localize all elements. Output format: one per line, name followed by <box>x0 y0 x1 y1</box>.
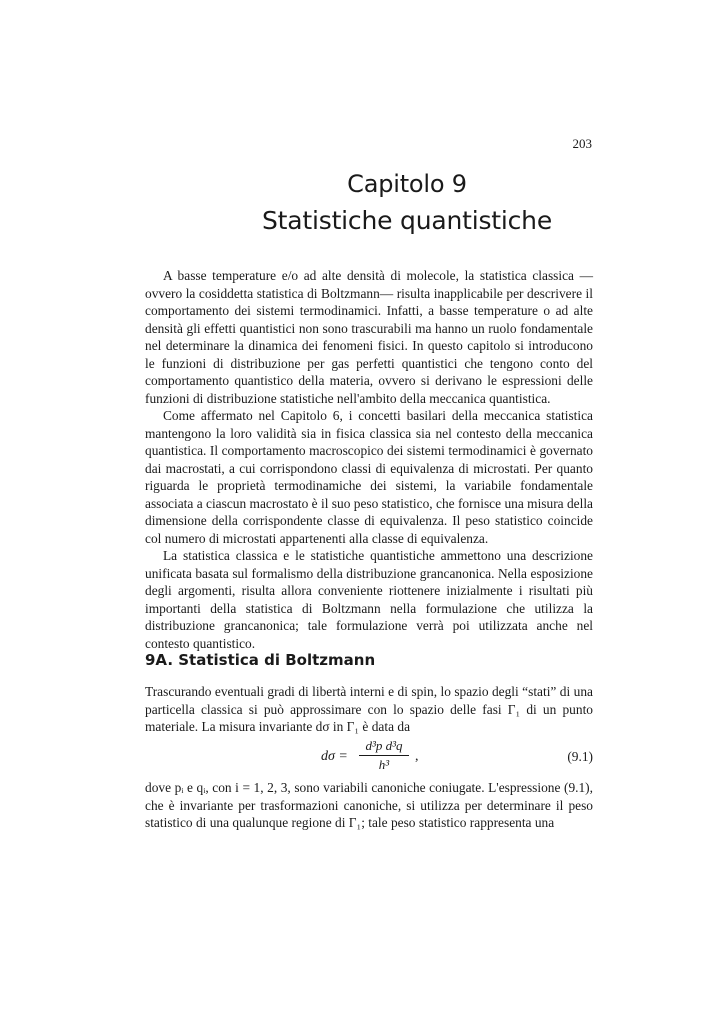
equation-lhs: dσ = <box>321 749 348 764</box>
chapter-title: Statistiche quantistiche <box>262 206 552 235</box>
equation-comma: , <box>415 749 419 764</box>
page-number: 203 <box>572 136 592 151</box>
section-text-after-equation <box>145 779 593 832</box>
intro-paragraph: La statistica classica e le statistiche quantistiche ammettono una descrizione unificata basata sul formalismo della distribuzione grancanonica. Nella esposizione degli argomenti, risulta allora conveniente riottenere inizialmente i risultati più importanti della statistica di Boltzmann nella formulazione che utilizza la distribuzione grancanonica; tale formulazione verrà poi utilizzata anche nel contesto quantistico. <box>145 548 593 651</box>
intro-paragraph: A basse temperature e/o ad alte densità di molecole, la statistica classica — ovvero la cosiddetta statistica di Boltzmann— risulta inapplicabile per descrivere il comportamento dei sistemi termodinamici. Infatti, a basse temperature o ad alte densità gli effetti quantistici non sono trascurabili ma hanno un ruolo fondamentale nel determinare la dinamica dei fenomeni fisici. In questo capitolo si introducono le funzioni di distribuzione per gas perfetti quantistici che tengono conto del comportamento quantistico della materia, ovvero si derivano le espressioni delle funzioni di distribuzione statistiche nell'ambito della meccanica quantistica. <box>145 268 593 406</box>
equation-denominator: h³ <box>378 757 390 772</box>
equation-numerator: d³p d³q <box>365 738 403 753</box>
section-paragraph: dove pᵢ e qᵢ, con i = 1, 2, 3, sono variabili canoniche coniugate. L'espressione (9.1), che è invariante per trasformazioni canoniche, si utilizza per determinare il peso statistico di una qualunque regione di Γ₁; tale peso statistico rappresenta una <box>145 780 593 830</box>
section-text-before-equation <box>145 683 593 736</box>
chapter-label: Capitolo 9 <box>347 170 467 198</box>
section-heading: 9A. Statistica di Boltzmann <box>145 651 376 669</box>
equation-fraction <box>359 738 409 773</box>
intro-text <box>145 267 593 652</box>
section-paragraph: Trascurando eventuali gradi di libertà interni e di spin, lo spazio degli “stati” di una particella classica si può approssimare con lo spazio delle fasi Γ₁ di un punto materiale. La misura invariante dσ in Γ₁ è data da <box>145 684 593 734</box>
equation-number: (9.1) <box>567 749 593 764</box>
intro-paragraph: Come affermato nel Capitolo 6, i concetti basilari della meccanica statistica mantengono la loro validità sia in fisica classica sia nel contesto della meccanica quantistica. Il comportamento macroscopico dei sistemi termodinamici è governato dai macrostati, a cui corrispondono classi di equivalenza di microstati. Per quanto riguarda le proprietà termodinamiche dei sistemi, la variabile fondamentale associata a ciascun macrostato è il suo peso statistico, che fornisce una misura della dimensione della corrispondente classe di equivalenza. Il peso statistico coincide col numero di microstati appartenenti alla classe di equivalenza. <box>145 408 593 546</box>
equation-9-1 <box>145 738 593 778</box>
fraction-bar <box>359 755 409 756</box>
